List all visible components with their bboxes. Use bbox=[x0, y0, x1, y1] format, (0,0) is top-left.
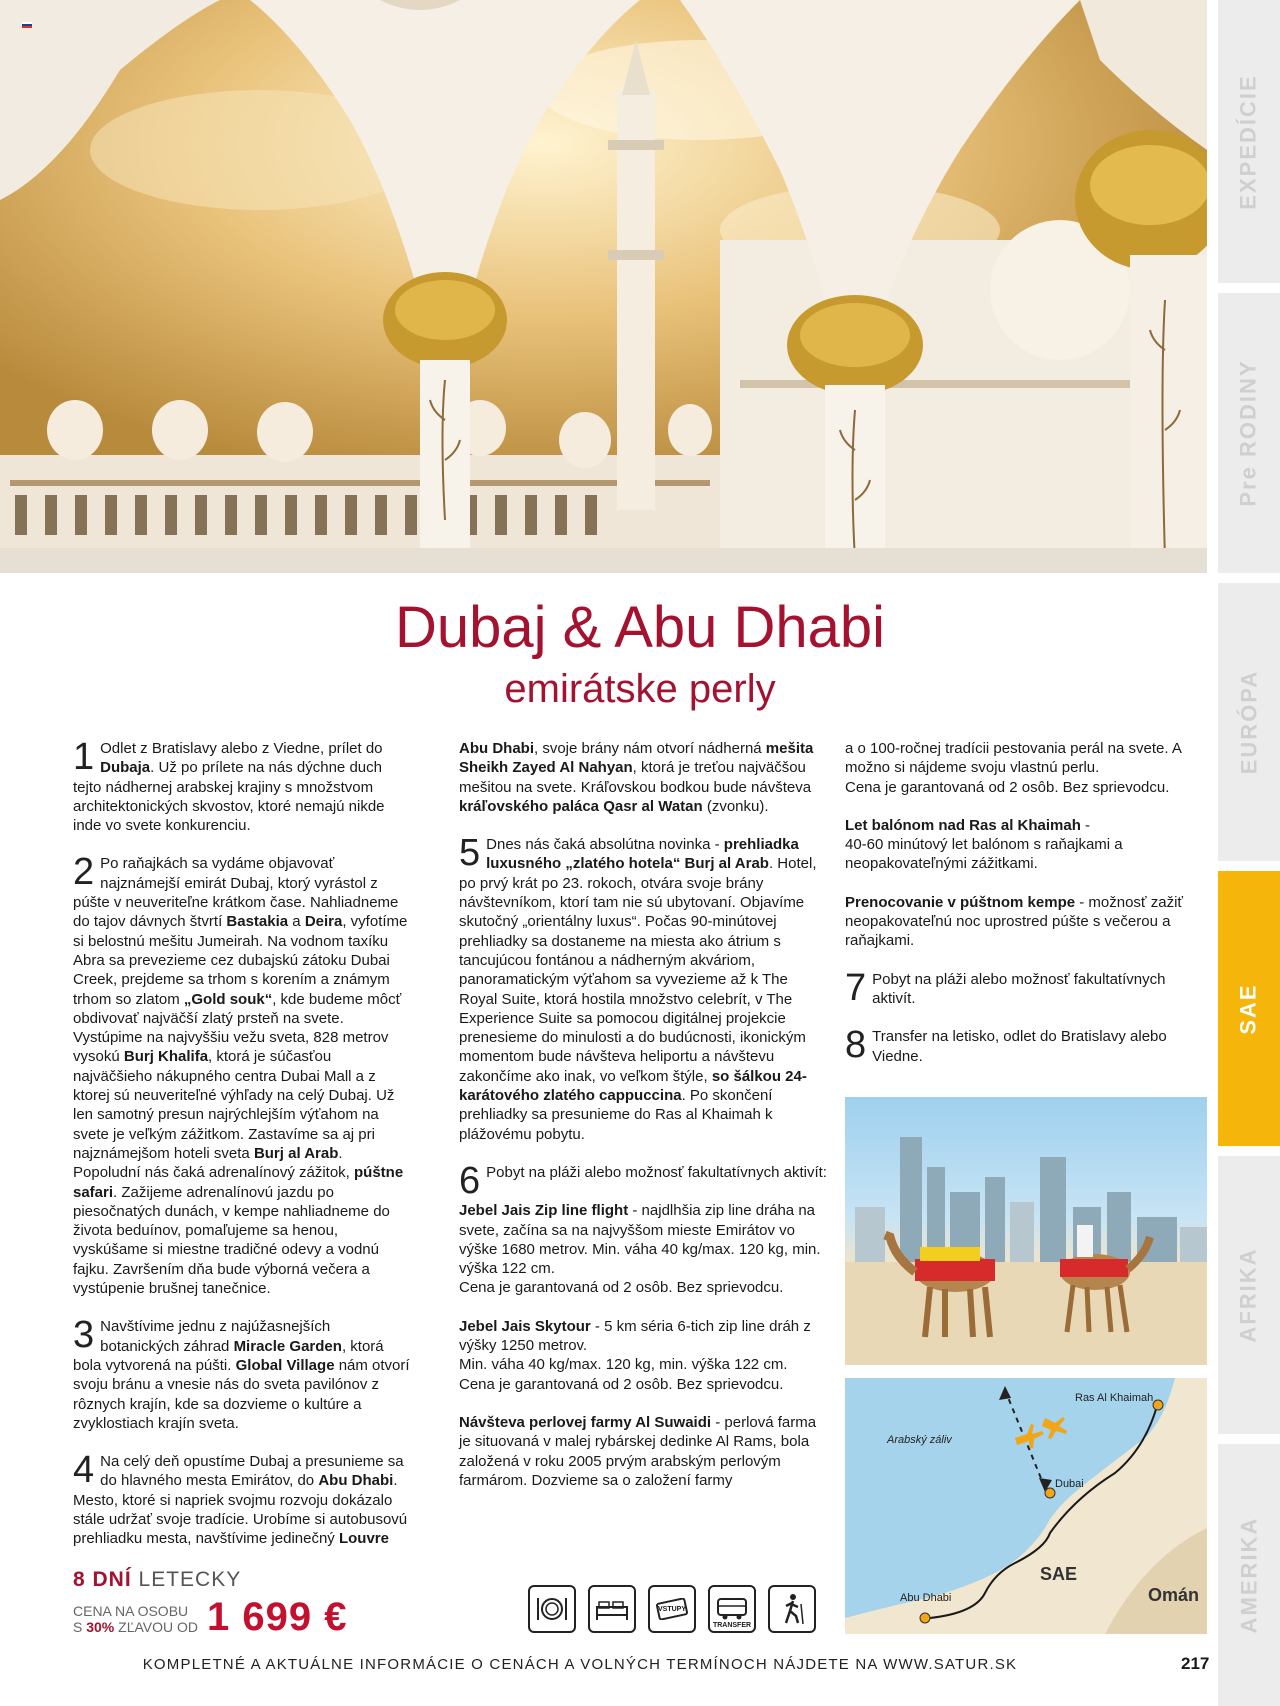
day-number: 1 bbox=[73, 736, 95, 778]
trip-days: 8 DNÍ bbox=[73, 1568, 132, 1591]
ticket-icon bbox=[648, 1585, 696, 1633]
day-number: 7 bbox=[845, 966, 867, 1009]
day-text: Pobyt na pláži alebo možnosť fakultatívnych aktivít: bbox=[486, 1163, 827, 1181]
bed-icon bbox=[588, 1585, 636, 1633]
itinerary-day-2 bbox=[73, 851, 413, 1298]
day-number: 6 bbox=[459, 1159, 481, 1202]
page-number: 217 bbox=[1181, 1654, 1210, 1673]
day-text: Po raňajkách sa vydáme objavovať najznámejší emirát Dubaj, ktorý vyrástol z púšte v neuveriteľne krátkom čase. Nahliadneme do tajov dávnych štvrtí Bastakia a Deira, vyfotíme si belostnú mešitu Jumeirah. Na vodnom taxíku Abra sa prevezieme cez dubajskú zátoku Dubai Creek, prejdeme sa trhom s korením a známym trhom so zlatom „Gold souk“, kde budeme môcť obdivovať najväčší zlatý prsteň na svete. Vystúpime na najvyššiu vežu sveta, 828 metrov vysokú Burj Khalifa, ktorá je súčasťou najväčšieho nákupného centra Dubai Mall a z ktorej sú neuveriteľné výhľady na celý Dubaj. Už len samotný presun najrýchlejším výťahom na svete je veľkým zážitkom. Zastavíme sa aj pri najznámejšom hoteli sveta Burj al Arab. Popoludní nás čaká adrenalínový zážitok, púštne safari. Zažijeme adrenalínovú jazdu po piesočnatých dunách, v kempe nahliadneme do života beduínov, pomaľujeme sa henou, vyskúšame si miestne tradičné odevy a vodnú fajku. Završením dňa bude výborná večera a vystúpenie brušnej tanečnice. bbox=[73, 855, 408, 1298]
itinerary-day-6 bbox=[459, 1159, 829, 1202]
tab-label: EXPEDÍCIE bbox=[1236, 73, 1261, 210]
itinerary-paragraph bbox=[459, 739, 829, 816]
price-label bbox=[73, 1603, 198, 1635]
day-text: Prenocovanie v púštnom kempe - možnosť zažiť neopakovateľnú noc uprostred púšte s večerou a raňajkami. bbox=[845, 893, 1184, 950]
trip-length bbox=[73, 1568, 241, 1592]
itinerary-day-5 bbox=[459, 832, 829, 1144]
tab-label: EURÓPA bbox=[1236, 669, 1261, 775]
map-label-abu-dhabi: Abu Dhabi bbox=[900, 1592, 952, 1604]
itinerary-paragraph bbox=[845, 816, 1205, 874]
camel-photo bbox=[845, 1097, 1207, 1365]
map-label-oman: Omán bbox=[1148, 1585, 1200, 1605]
day-number: 4 bbox=[73, 1449, 95, 1492]
price-discount: 30% bbox=[86, 1619, 115, 1635]
day-text: Let balónom nad Ras al Khaimah - 40-60 minútový let balónom s raňajkami a neopakovateľnými zážitkami. bbox=[845, 816, 1123, 873]
tab-europa[interactable] bbox=[1218, 583, 1280, 861]
tab-label: AMERIKA bbox=[1236, 1516, 1262, 1634]
day-text: a o 100-ročnej tradícii pestovania perál na svete. A možno si nájdeme svoju vlastnú perlu. Cena je garantovaná od 2 osôb. Bez sprievodcu. bbox=[845, 740, 1182, 796]
day-text: Dnes nás čaká absolútna novinka - prehliadka luxusného „zlatého hotela“ Burj al Arab. Hotel, po prvý krát po 23. rokoch, otvára svoje brány návštevníkom, ktorí tam nie sú ubytovaní. Objavíme skutočný „orientálny luxus“. Počas 90-minútovej prehliadky sa dostaneme na miesta ako átrium s tancujúcou fontánou a nádherným akváriom, panoramatickým výťahom sa vyvezieme až k The Royal Suite, ktorá hostila množstvo celebrít, v The Experience Suite sa pomocou digitálnej projekcie prenesieme do minulosti a do budúcnosti, ikonickým momentom bude návšteva heliportu a návštevu zakončíme ako inak, vo veľkom štýle, so šálkou 24-karátového zlatého cappuccina. Po skončení prehliadky sa presunieme do Ras al Khaimah k plážovému pobytu. bbox=[459, 836, 817, 1143]
price-label-line1: CENA NA OSOBU bbox=[73, 1603, 189, 1619]
day-number: 8 bbox=[845, 1024, 867, 1067]
side-tabs bbox=[1218, 0, 1280, 1706]
price-amount: 1 699 € bbox=[207, 1595, 348, 1639]
tab-label: AFRIKA bbox=[1236, 1247, 1262, 1343]
bus-icon bbox=[708, 1585, 756, 1633]
camel-illustration bbox=[845, 1097, 1207, 1365]
trip-type: LETECKY bbox=[138, 1568, 242, 1591]
airplane-icon bbox=[1015, 1417, 1067, 1449]
bus-label: TRANSFER bbox=[712, 1622, 752, 1629]
hiking-icon bbox=[768, 1585, 816, 1633]
day-text: Jebel Jais Skytour - 5 km séria 6-tich zip line dráh z výšky 1250 metrov. Min. váha 40 kg/max. 120 kg, min. výška 122 cm. Cena je garantovaná od 2 osôb. Bez sprievodcu. bbox=[459, 1317, 811, 1393]
itinerary-paragraph bbox=[459, 1201, 829, 1297]
map-label-dubai: Dubai bbox=[1055, 1478, 1084, 1490]
tab-afrika[interactable] bbox=[1218, 1156, 1280, 1434]
itinerary-column-2 bbox=[459, 739, 829, 1509]
itinerary-paragraph bbox=[845, 739, 1205, 797]
footer-note: KOMPLETNÉ A AKTUÁLNE INFORMÁCIE O CENÁCH A VOLNÝCH TERMÍNOCH NÁJDETE NA WWW.SATUR.SK bbox=[142, 1656, 1018, 1673]
tab-sae[interactable] bbox=[1218, 871, 1280, 1146]
itinerary-paragraph bbox=[845, 893, 1205, 951]
price-label-rest: ZĽAVOU OD bbox=[118, 1619, 199, 1635]
day-text: Na celý deň opustíme Dubaj a presunieme sa do hlavného mesta Emirátov, do Abu Dhabi. Mesto, ktoré si napriek svojmu rozvoju dokázalo stále udržať svoje tradície. Urobíme si autobusovú prehliadku mesta, navštívime jedinečný Louvre bbox=[73, 1453, 408, 1548]
page-title: Dubaj & Abu Dhabi bbox=[394, 595, 886, 660]
day-text: Jebel Jais Zip line flight - najdlhšia zip line dráha na svete, začína sa na najvyššom mieste Emirátov vo výške 1680 metrov. Min. váha 40 kg/max. 120 kg, min. výška 122 cm. Cena je garantovaná od 2 osôb. Bez sprievodcu. bbox=[459, 1202, 821, 1297]
itinerary-paragraph bbox=[459, 1317, 829, 1394]
itinerary-column-3 bbox=[845, 739, 1205, 1085]
day-text: Abu Dhabi, svoje brány nám otvorí nádherná mešita Sheikh Zayed Al Nahyan, ktorá je treťou najväčšou mešitou na svete. Kráľovskou bodkou bude návšteva kráľovského paláca Qasr al Watan (zvonku). bbox=[459, 740, 814, 815]
itinerary-day-4 bbox=[73, 1449, 413, 1548]
itinerary-day-8 bbox=[845, 1024, 1205, 1067]
itinerary-day-1 bbox=[73, 736, 413, 835]
itinerary-day-7 bbox=[845, 966, 1205, 1009]
tab-label: SAE bbox=[1236, 982, 1261, 1035]
day-text: Pobyt na pláži alebo možnosť fakultatívnych aktivít. bbox=[872, 970, 1166, 1007]
map-label-gulf: Arabský záliv bbox=[887, 1434, 952, 1446]
price-label-s: S bbox=[73, 1619, 83, 1635]
tab-label: Pre RODINY bbox=[1236, 359, 1261, 507]
hero-photo-mosque bbox=[0, 0, 1207, 573]
day-text: Návšteva perlovej farmy Al Suwaidi - perlová farma je situovaná v malej rybárskej dedinke Al Rams, bola založená v roku 2005 prvým arabským perlovým farmárom. Dozvieme sa o založení farmy bbox=[459, 1413, 817, 1489]
day-text: Navštívime jednu z najúžasnejších botanických záhrad Miracle Garden, ktorá bola vytvorená na púšti. Global Village nám otvorí svoju bránu a vnesie nás do sveta pavilónov z rôznych krajín, kde sa dozvieme o kultúre a zvyklostiach krajín sveta. bbox=[73, 1318, 410, 1432]
itinerary-day-3 bbox=[73, 1314, 413, 1433]
service-icons bbox=[528, 1585, 816, 1633]
map-label-ras-al-khaimah: Ras Al Khaimah bbox=[1075, 1392, 1154, 1404]
tab-expedicie[interactable] bbox=[1218, 0, 1280, 283]
itinerary-paragraph bbox=[459, 1413, 829, 1490]
itinerary-column-1 bbox=[73, 736, 413, 1568]
route-map bbox=[845, 1378, 1207, 1634]
day-text: Transfer na letisko, odlet do Bratislavy alebo Viedne. bbox=[872, 1028, 1167, 1065]
meal-icon bbox=[528, 1585, 576, 1633]
page-subtitle: emirátske perly bbox=[504, 667, 776, 711]
flag-icon bbox=[22, 22, 32, 28]
map-label-country: SAE bbox=[1040, 1564, 1078, 1584]
ticket-label: VSTUPY bbox=[657, 1606, 686, 1613]
mosque-illustration bbox=[0, 0, 1207, 573]
day-text: Odlet z Bratislavy alebo z Viedne, prílet do Dubaja. Už po prílete na nás dýchne duch tejto nádhernej arabskej krajiny s množstvom architektonických skvostov, ktoré nemajú nikde inde vo svete konkurenciu. bbox=[73, 740, 385, 835]
tab-amerika[interactable] bbox=[1218, 1444, 1280, 1706]
day-number: 5 bbox=[459, 832, 481, 875]
tab-pre-rodiny[interactable] bbox=[1218, 293, 1280, 573]
day-number: 3 bbox=[73, 1314, 95, 1357]
day-number: 2 bbox=[73, 851, 95, 894]
